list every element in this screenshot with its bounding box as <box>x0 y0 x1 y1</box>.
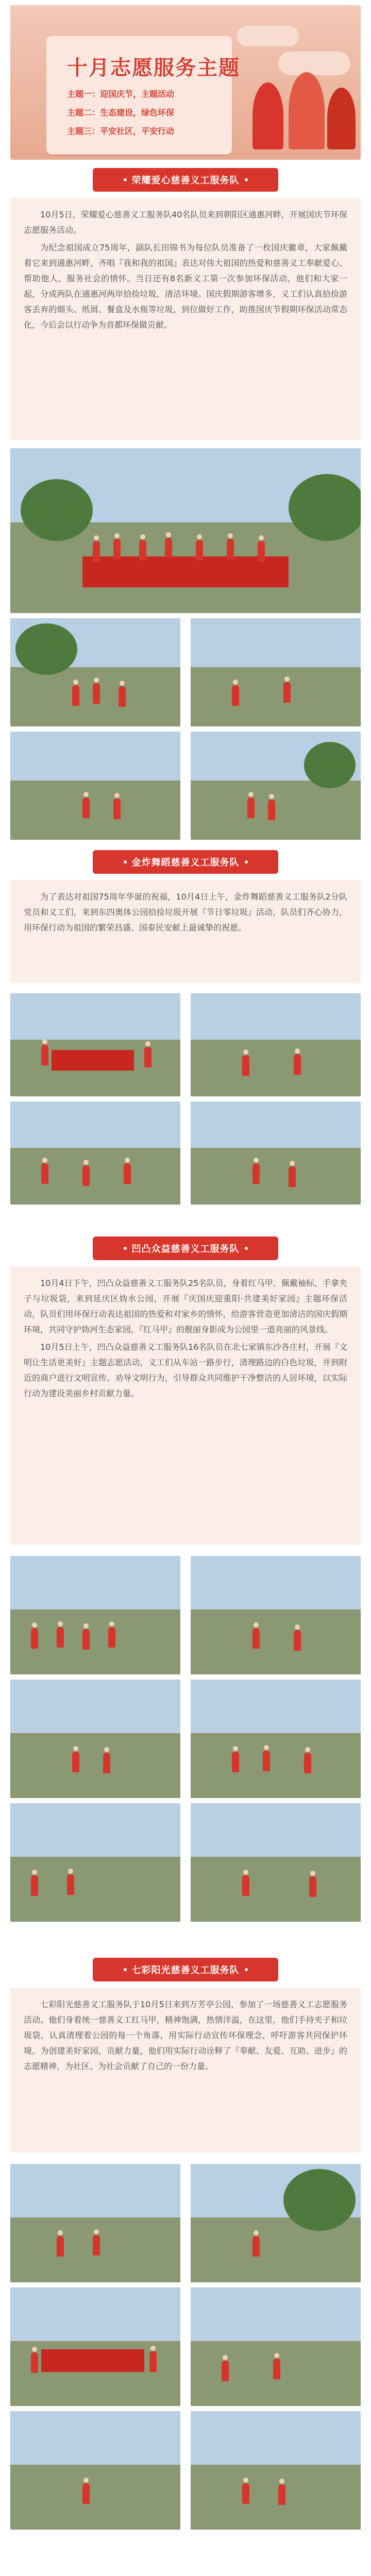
activity-photo <box>10 1101 180 1205</box>
page-title: 十月志愿服务主题 <box>67 56 240 80</box>
section-heading-4: 七彩阳光慈善义工服务队 <box>93 1958 278 1981</box>
section-4-text: 七彩阳光慈善义工服务队于10月5日来到万芳亭公园，参加了一场慈善义工志愿服务活动。他们身着统一慈善义工红马甲，精神饱满，热情洋溢，在这里，他们手持夹子和垃圾袋，认真清理着公园的每一个角落，用实际行动宣传环保理念，呼吁游客共同保护环境。为创建美好家园，贡献力量，他们用实际行动诠释了『奉献、友爱、互助、进步』的志愿精神，为社区、为社会贡献了自己的一份力量。 <box>10 1988 361 2153</box>
banner-line-2: 主题二：生态建设，绿色环保 <box>67 108 175 117</box>
activity-photo <box>10 2287 180 2406</box>
activity-photo <box>10 2164 180 2282</box>
section-heading-3: 凹凸众益慈善义工服务队 <box>93 1236 278 1260</box>
section-2-text: 为了表达对祖国75周年华诞的祝福，10月4日上午，金炸舞蹈慈善义工服务队2分队党员和义工们，来到东四奥体公园拾捡垃圾开展『节日零垃圾』活动，队员们齐心协力，用环保行动为祖国的繁荣昌盛、国泰民安献上最诚挚的祝愿。 <box>10 880 361 983</box>
activity-photo <box>191 2164 361 2282</box>
volunteer-illustration <box>327 88 356 149</box>
activity-photo <box>10 1556 180 1674</box>
section-3-text: 10月4日下午，凹凸众益慈善义工服务队25名队员，身着红马甲、佩戴袖标，手拿夹子与垃圾袋，来到延庆区妫水公园，开展『庆国庆迎重阳·共建美好家园』主题环保活动，队员们用环保行动表达祖国的热爱和对家乡的情怀，给游客营造更加清洁的国庆假期环境，共同守护妫河生态家园，『红马甲』的靓丽身影成为公园里一道亮丽的风景线。 10月5日上午，凹凸众益慈善义工服务队16名队员在北七家镇东沙各庄村，开展『文明让生活更美好』主题志愿活动，义工们从车站一路步行，清理路边的白色垃圾，并到附近的商户进行文明宣传、劝导文明行为，引导群众共同维护干净整洁的人居环境，以实际行动为建设美丽乡村贡献力量。 <box>10 1266 361 1545</box>
activity-photo <box>10 1680 180 1798</box>
banner-line-3: 主题三：平安社区，平安行动 <box>67 126 175 136</box>
activity-photo <box>10 732 180 840</box>
activity-photo <box>10 2411 180 2530</box>
activity-photo <box>10 618 180 726</box>
activity-photo <box>191 993 361 1096</box>
activity-photo <box>191 2411 361 2530</box>
volunteer-illustration <box>289 72 325 149</box>
section-heading-1: 荣耀爱心慈善义工服务队 <box>93 168 278 192</box>
section-1-text: 10月5日，荣耀爱心慈善义工服务队40名队员来到朝阳区通惠河畔，开展国庆节环保志愿服务活动。 为纪念祖国成立75周年，副队长田锦书为每位队员准备了一枚国庆徽章，大家佩戴着它来到通惠河畔，齐唱『我和我的祖国』表达对伟大祖国的热爱和慈善义工奉献爱心、帮助他人、服务社会的情怀。当日还有8名新义工第一次参加环保活动，他们和大家一起，分成两队在通惠河两岸拾捡垃圾，清洁环境。国庆假期游客增多，义工们认真拾捡游客丢弃的烟头、纸屑、餐盒及水瓶等垃圾，到位做好工作，助推国庆节假期环保活动常态化，今后会以行动争为首都环保做贡献。 <box>10 198 361 440</box>
group-photo <box>10 448 361 613</box>
volunteer-illustration <box>252 82 283 149</box>
activity-photo <box>191 2287 361 2406</box>
banner-line-1: 主题一：迎国庆节，主题活动 <box>67 89 175 99</box>
section-heading-2: 金炸舞蹈慈善义工服务队 <box>93 850 278 874</box>
activity-photo <box>10 1803 180 1922</box>
activity-photo <box>191 732 361 840</box>
activity-photo <box>10 993 180 1096</box>
activity-photo <box>191 618 361 726</box>
activity-photo <box>191 1680 361 1798</box>
activity-photo <box>191 1101 361 1205</box>
activity-photo <box>191 1556 361 1674</box>
activity-photo <box>191 1803 361 1922</box>
header-banner <box>10 5 361 160</box>
